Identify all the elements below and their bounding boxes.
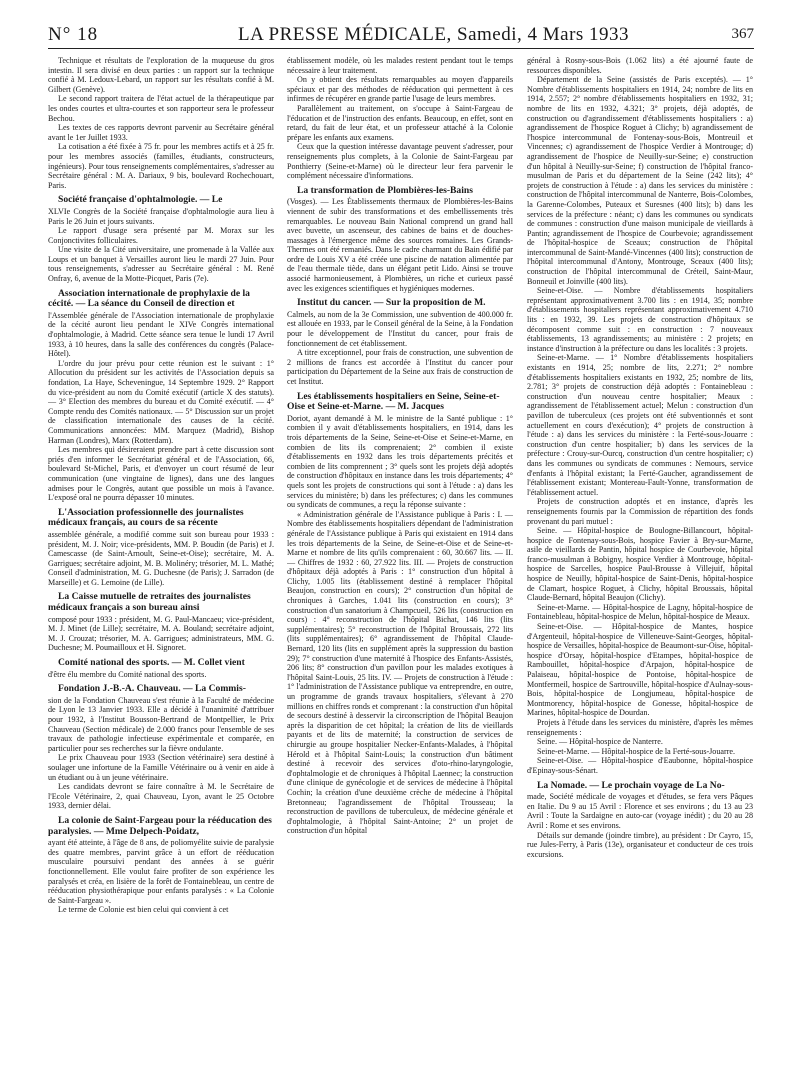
issue-number: N° 18 — [48, 24, 99, 45]
page-number: 367 — [731, 26, 754, 42]
paragraph: Le terme de Colonie est bien celui qui convient à cet — [58, 905, 229, 915]
paragraph: Les candidats devront se faire connaître à M. le Secrétaire de l'Ecole Vétérinaire, 2, quai Chauveau, Lyon, avant le 25 Octobre 1933, dernier délai. — [48, 782, 274, 811]
paragraph: Doriot, ayant demandé à M. le ministre de la Santé publique : 1° combien il y avait d'établissements hospitaliers, en 1914, dans les trois départements de la Seine, Seine-et-Oise et Seine-et-Marne, en combien de lits ils comprenaient; 2° combien il existe d'établissements en 1932 dans les trois départements précités et combien de lits comprennent ; 3° quels sont les projets déjà adoptés de construction d'hôpitaux en instance dans les trois départements; 4° quels sont les projets de constructions qui sont à l'étude : a) dans les services du ministère; b) dans les préfectures; c) dans les communes ou syndicats de communes, a reçu la réponse suivante : — [287, 413, 513, 510]
paragraph: général à Rosny-sous-Bois (1.062 lits) a été ajourné faute de ressources disponibles. — [527, 56, 753, 75]
header-rule — [48, 48, 754, 49]
column-left — [48, 56, 274, 1066]
paragraph: Ceux que la question intéresse davantage peuvent s'adresser, pour renseignements plus complets, à la Colonie de Saint-Fargeau par Ponthierry (Seine-et-Marne) où le directeur leur fera parvenir le complément nécessaire d'informations. — [287, 142, 513, 181]
article-heading: Institut du cancer. — Sur la proposition de M. — [297, 297, 486, 309]
paragraph: Département de la Seine (assistés de Paris exceptés). — 1° Nombre d'établissements hospitaliers en 1914, 24; nombre de lits en 1914, 2.557; 2° nombre d'établissements hospitaliers en 1932, 31; nombre de lits en 1932, 4.321; 3° projets, déjà adoptés, de construction ou d'agrandissement d'établissements hospitaliers : a) agrandissement de l'hospice Roguet à Clichy; b) agrandissement de l'hospice intercommunal de Fontenay-sous-Bois, Montreuil et Vincennes; c) agrandissement de l'hospice Verdier à Montrouge; d) agrandissement de l'hospice de Neuilly-sur-Seine; e) construction d'un hôpital à Neuilly-sur-Seine; f) construction de l'hôpital franco-musulman de Paris et du département de la Seine (242 lits); 4° projets de construction à l'étude : a) dans les services du ministère : construction de l'hôpital intercommunal de Nanterre, Bois-Colombes, la Garenne-Colombes, Puteaux et Suresnes (400 lits); b) dans les services de la préfecture : néant; c) dans les communes ou syndicats de communes : construction d'une maison municipale de vieillards à Pantin; agrandissement de l'hospice de Courbevoie; agrandissement de l'hôpital-hospice de Sceaux; construction de l'hôpital intercommunal de Saint-Mandé-Vincennes (400 lits); construction de l'hôpital intercommunal d'Antony, Montrouge, Sceaux (400 lits); construction de l'hôpital intercommunal de Créteil, Saint-Maur, Bonneuil et Joinville (400 lits). — [527, 75, 753, 286]
column-middle — [287, 56, 513, 1066]
paragraph: Les membres qui désireraient prendre part à cette discussion sont priés d'en informer le Secrétariat général et de l'Association, 66, boulevard St-Michel, Paris, et d'envoyer un court résumé de leur communication (une vingtaine de lignes), dans une des langues admises pour le Congrès, autant que possible un mois à l'avance. L'exposé oral ne pourra dépasser 10 minutes. — [48, 445, 274, 503]
article-heading: Société française d'ophtalmologie. — Le — [58, 194, 223, 206]
paragraph: XLVIe Congrès de la Société française d'ophtalmologie aura lieu à Paris le 26 Juin et jours suivants. — [48, 206, 274, 226]
paragraph: made, Société médicale de voyages et d'études, se fera vers Pâques en Italie. Du 9 au 15 Avril : Florence et ses environs ; du 13 au 23 Avril : Toute la Sardaigne en auto-car (voyage inédit) ; du 20 au 28 Avril : Rome et ses environs. — [527, 792, 753, 830]
article-heading: Fondation J.-B.-A. Chauveau. — La Commis- — [58, 683, 246, 695]
article-heading: Comité national des sports. — M. Collet vient — [58, 657, 245, 669]
paragraph: Projets à l'étude dans les services du ministère, d'après les mêmes renseignements : — [527, 717, 753, 737]
paragraph: Seine-et-Marne. — Hôpital-hospice de Lagny, hôpital-hospice de Fontainebleau, hôpital-hospice de Melun, hôpital-hospice de Meaux. — [527, 602, 753, 622]
paragraph: Seine-et-Oise. — Hôpital-hospice d'Eaubonne, hôpital-hospice d'Epinay-sous-Sénart. — [527, 756, 753, 775]
article-heading: La transformation de Plombières-les-Bains — [297, 184, 473, 196]
paragraph: composé pour 1933 : président, M. G. Paul-Mancaeu; vice-président, M. J. Minet (de Lille); secrétaire, M. A. Bouland; secrétaire adjoint, M. J. Crouzat; trésorier, M. A. Garrigues; administrateurs, MM. G. Duchesne; M. Poumailloux et H. Signoret. — [48, 614, 274, 653]
paragraph: Le prix Chauveau pour 1933 (Section vétérinaire) sera destiné à soulager une infortune de la Famille Vétérinaire ou à venir en aide à un étudiant ou à un jeune vétérinaire. — [48, 753, 274, 782]
paragraph: Seine. — Hôpital-hospice de Nanterre. — [537, 737, 663, 747]
paragraph: Calmels, au nom de la 3e Commission, une subvention de 400.000 fr. est allouée en 1933, par le Conseil général de la Seine, à la Fondation pour le développement de l'Institut du cancer, pour frais de fonctionnement de cet établissement. — [287, 309, 513, 348]
article-heading: La colonie de Saint-Fargeau pour la rééducation des paralysies. — Mme Delpech-Poidatz, — [48, 814, 272, 837]
paragraph: Projets de construction adoptés et en instance, d'après les renseignements fournis par la Commission de répartition des fonds provenant du pari mutuel : — [527, 497, 753, 526]
column-right — [527, 56, 753, 1066]
paragraph: Seine-et-Marne. — Hôpital-hospice de la Ferté-sous-Jouarre. — [537, 746, 736, 756]
paragraph: Le second rapport traitera de l'état actuel de la thérapeutique par les ondes courtes et ultra-courtes et son rapporteur sera le professeur Bechou. — [48, 94, 274, 123]
article-heading: La Caisse mutuelle de retraites des journalistes médicaux français a son bureau ainsi — [48, 591, 251, 614]
paragraph: (Vosges). — Les Établissements thermaux de Plombières-les-Bains viennent de subir des transformations et des embellissements très remarquables. Le nouveau Bain National comprend un grand hall avec buvette, un ascenseur, des cabines de bains et de douches-massages à l'émergence même des sources romaines. Les Grands-Thermes ont été remaniés. Dans le cadre charmant du Bain édifié par ordre de Louis XV a été créée une piscine de natation alimentée par de l'eau thermale tiède, dans un élégant petit Lido. Ainsi se trouve associé harmonieusement, à Plombières, un riche et curieux passé avec les exigences scientifiques et hygiéniques modernes. — [287, 197, 513, 293]
paragraph: sion de la Fondation Chauveau s'est réunie à la Faculté de médecine de Lyon le 13 Janvier 1933. Elle a décidé à l'unanimité d'attribuer pour 1932, à l'Institut Bousson-Bertrand de Montpellier, le Prix Chauveau (Section médicale) de 2.000 francs pour l'ensemble de ses travaux de pathologie infectieuse expérimentale et comparée, en particulier pour ses recherches sur la fièvre ondulante. — [48, 695, 274, 753]
paragraph: Seine-et-Marne. — 1° Nombre d'établissements hospitaliers existants en 1914, 25; nombre de lits, 2.271; 2° nombre d'établissements hospitaliers existants en 1932, 25; nombre de lits, 2.781; 3° projets de construction déjà adoptés : Fontainebleau : construction d'un nouveau centre hospitalier; Meaux : agrandissement de l'établissement actuel; Melun : construction d'un pavillon de tuberculeux (ces projets ont été subventionnés et sont actuellement en cours d'exécution); 4° projets de construction à l'étude : a) dans les services du ministère : la Ferté-sous-Jouarre : construction d'un centre hospitalier; b) dans les services de la préfecture : Crouy-sur-Ourcq, construction d'un centre hospitalier; c) dans les communes ou syndicats de communes : Nemours, service d'enfants à l'hôpital existant; la Ferté-Gaucher, agrandissement de l'établissement existant; Montereau-Fault-Yonne, transformation de l'établissement actuel. — [527, 353, 753, 497]
article-heading: La Nomade. — Le prochain voyage de La No- — [537, 779, 725, 791]
paragraph: assemblée générale, a modifié comme suit son bureau pour 1933 : président, M. J. Noir; vice-présidents, MM. P. Boudin (de Paris) et J. Camescasse (de Saint-Arnoult, Seine-et-Oise); secrétaire, M. A. Garrigues; secrétaire adjoint, M. B. Molinéry; trésorier, M. L. Mathé; Conseil d'administration, M. G. Duchesne (de Paris); J. Sarradon (de Marseille) et G. Lemoine (de Lille). — [48, 529, 274, 587]
paragraph: Détails sur demande (joindre timbre), au président : Dr Cayro, 15, rue Jules-Ferry, à Paris (13e), organisateur et conducteur de ces trois excursions. — [527, 830, 753, 859]
article-heading: L'Association professionnelle des journalistes médicaux français, au cours de sa récente — [48, 506, 244, 529]
page-header — [48, 24, 754, 46]
paragraph: L'ordre du jour prévu pour cette réunion est le suivant : 1° Allocution du président sur les activités de l'Association depuis sa fondation, La Haye, Scheveningue, 14 Septembre 1929. 2° Rapport du vice-président au nom du Comité exécutif (article X des statuts). — 3° Election des membres du bureau et du Comité exécutif. — 4° Compte rendu des Comités nationaux. — 5° Discussion sur un projet de classification internationale des causes de la cécité. Communications annoncées: MM. Marquez (Madrid), Bishop Harman (Londres), Marx (Rotterdam). — [48, 358, 274, 445]
paragraph: Parallèlement au traitement, on s'occupe à Saint-Fargeau de l'éducation et de l'instruction des enfants. Beaucoup, en effet, sont en retard, du fait de leur état, et un professeur attaché à la Colonie prépare les enfants aux examens. — [287, 103, 513, 142]
paragraph: Seine-et-Oise. — Nombre d'établissements hospitaliers représentant approximativement 3.700 lits : en 1914, 35; nombre d'établissements hospitaliers représentant approximativement 4.710 lits : en 1932, 39. Les projets de construction d'hôpitaux se décomposent comme suit : en construction : 7 nouveaux établissements, 13 agrandissements; au ministère : 2 projets; en instance d'instruction à la préfecture ou dans les localités : 3 projets. — [527, 286, 753, 353]
paragraph: Les textes de ces rapports devront parvenir au Secrétaire général avant le 1er Juillet 1933. — [48, 123, 274, 142]
paragraph: ayant été atteinte, à l'âge de 8 ans, de poliomyélite suivie de paralysie des quatre membres, parvint grâce à un effort de rééducation musculaire poursuivi pendant des années à se guérir fonctionnellement. Elle voulut faire profiter de son expérience les paralysés et créa, en lisière de la forêt de Fontainebleau, un centre de rééducation physiothérapique pour enfants paralysés : « La Colonie de Saint-Fargeau ». — [48, 838, 274, 905]
paragraph: établissement modèle, où les malades restent pendant tout le temps nécessaire à leur traitement. — [287, 56, 513, 75]
article-heading: Association internationale de prophylaxie de la cécité. — La séance du Conseil de direction et — [48, 287, 250, 310]
paragraph: l'Assemblée générale de l'Association internationale de prophylaxie de la cécité auront lieu pendant le XIVe Congrès international d'ophtalmologie, à Madrid. Cette séance sera tenue le lundi 17 Avril 1933, à 10 heures, dans la salle des conférences du congrès (Palace-Hôtel). — [48, 310, 274, 359]
paragraph: Une visite de la Cité universitaire, une promenade à la Vallée aux Loups et un banquet à Versailles auront lieu le mardi 27 Juin. Pour tous renseignements, s'adresser au Secrétaire général : M. René Onfray, 6, avenue de la Motte-Picquet, Paris (7e). — [48, 245, 274, 284]
paragraph: On y obtient des résultats remarquables au moyen d'appareils spéciaux et par des méthodes de rééducation qui permettent à ces infirmes de récupérer en grande partie l'usage de leurs membres. — [287, 75, 513, 104]
article-heading: Les établissements hospitaliers en Seine, Seine-et-Oise et Seine-et-Marne. — M. Jacques — [287, 390, 500, 413]
paragraph: La cotisation a été fixée à 75 fr. pour les membres actifs et à 25 fr. pour les membres associés (familles, étudiants, constructeurs, ingénieurs). Pour tous renseignements complémentaires, s'adresser au Secrétaire général : M. A. Dariaux, 9 bis, boulevard Rochechouart, Paris. — [48, 142, 274, 190]
paragraph: d'être élu membre du Comité national des sports. — [48, 669, 207, 679]
paragraph: Seine. — Hôpital-hospice de Boulogne-Billancourt, hôpital-hospice de Fontenay-sous-Bois, hospice Favier à Bry-sur-Marne, asile de vieillards de Pantin, hôpital hospice de Courbevoie, hôpital franco-musulman à Bobigny, hospice Verdier à Montrouge, hôpital-hospice de Sarcelles, hospice Paul-Brousse à Villejuif, hôpital hospice de Neuilly, hôpital-hospice de Saint-Denis, hôpital-hospice de Clamart, hospice Roguet, à Clichy, hôpital Broussais, hôpital Claude-Bernard, hôpital Beaujon (Clichy). — [527, 526, 753, 603]
paragraph: A titre exceptionnel, pour frais de construction, une subvention de 2 millions de francs est accordée à l'Institut du cancer pour participation du Département de la Seine aux frais de construction de cet Institut. — [287, 348, 513, 386]
paragraph: Technique et résultats de l'exploration de la muqueuse du gros intestin. Il sera divisé en deux parties : un rapport sur la technique confié à M. Ledoux-Lebard, un rapport sur les résultats confié à M. Gilbert (Genève). — [48, 56, 274, 94]
paragraph: « Administration générale de l'Assistance publique à Paris : I. — Nombre des établissements hospitaliers dépendant de l'administration générale de l'Assistance publique à Paris qui existaient en 1914 dans les trois départements de la Seine, de Seine-et-Oise et de Seine-et-Marne et nombre de lits qu'ils comprenaient : 60, 30.667 lits. — II. — Chiffres de 1932 : 60, 27.922 lits. III. — Projets de construction d'hôpitaux déjà adoptés à Paris : 1° construction d'un hôpital à Clichy, 1.005 lits (établissement destiné à remplacer l'hôpital Beaujon, construction en cours); 2° construction d'un hôpital de chroniques à Garches, 1.041 lits (construction en cours); 3° construction d'un sanatorium à Champcueil, 526 lits (construction en cours) : 4° reconstruction de l'hôpital Bichat, 146 lits (lits supplémentaires); 5° reconstruction de l'hôpital Broussais, 272 lits (lits supplémentaires); 6° agrandissement de l'hôpital Claude-Bernard, 120 lits (lits en supplément après la suppression du bastion 29); 7° construction d'une maternité à l'hospice des Enfants-Assistés, 206 lits; 8° construction d'un pavillon pour les malades exotiques à l'hôpital Saint-Louis, 25 lits. IV. — Projets de construction à l'étude : 1° l'administration de l'Assistance publique va entreprendre, en outre, un programme de grands travaux hospitaliers, s'élevant à 270 millions en chiffres ronds et comprenant : la construction d'un hôpital de secours destiné à desservir la circonscription de l'hôpital Beaujon après la disparition de cet hôpital; la création de lits de vieillards payants et de lits de maternité; la construction de services de chirurgie au groupe hospitalier Necker-Enfants-Malades, à l'hôpital Hérold et à l'hôpital Saint-Louis; la construction d'un bâtiment destiné à recevoir des services d'oto-rhino-laryngologie, d'ophtalmologie et de chroniques à l'hôpital Laennec; la construction d'une clinique de gynécologie et de services de médecine à l'hôpital Cochin; la création d'une deuxième crèche de médecine à l'hôpital Bretonneau; l'agrandissement de l'hôpital Trousseau; la reconstruction de pavillons de tuberculeux, de médecine générale et d'ophtalmologie, à l'hôpital Saint-Antoine; 2° un projet de construction d'un hôpital — [287, 509, 513, 836]
paragraph: Seine-et-Oise. — Hôpital-hospice de Mantes, hospice d'Argenteuil, hôpital-hospice de Villeneuve-Saint-Georges, hôpital-hospice de Versailles, hôpital-hospice de Beaumont-sur-Oise, hôpital-hospice d'Orsay, hôpital-hospice d'Etampes, hôpital-hospice de Rambouillet, hôpital-hospice d'Arpajon, hôpital-hospice de Palaiseau, hôpital-hospice de Pontoise, hôpital-hospice de Montfermeil, hospice de Sartrouville, hôpital-hospice d'Aulnay-sous-Bois, hôpital-hospice de Longjumeau, hôpital-hospice de Montmorency, hôpital-hospice de Gonesse, hôpital-hospice de Marines, hôpital-hospice de Dourdan. — [527, 622, 753, 718]
paragraph: Le rapport d'usage sera présenté par M. Morax sur les Conjonctivites folliculaires. — [48, 226, 274, 245]
publication-title: LA PRESSE MÉDICALE, Samedi, 4 Mars 1933 — [238, 24, 630, 45]
